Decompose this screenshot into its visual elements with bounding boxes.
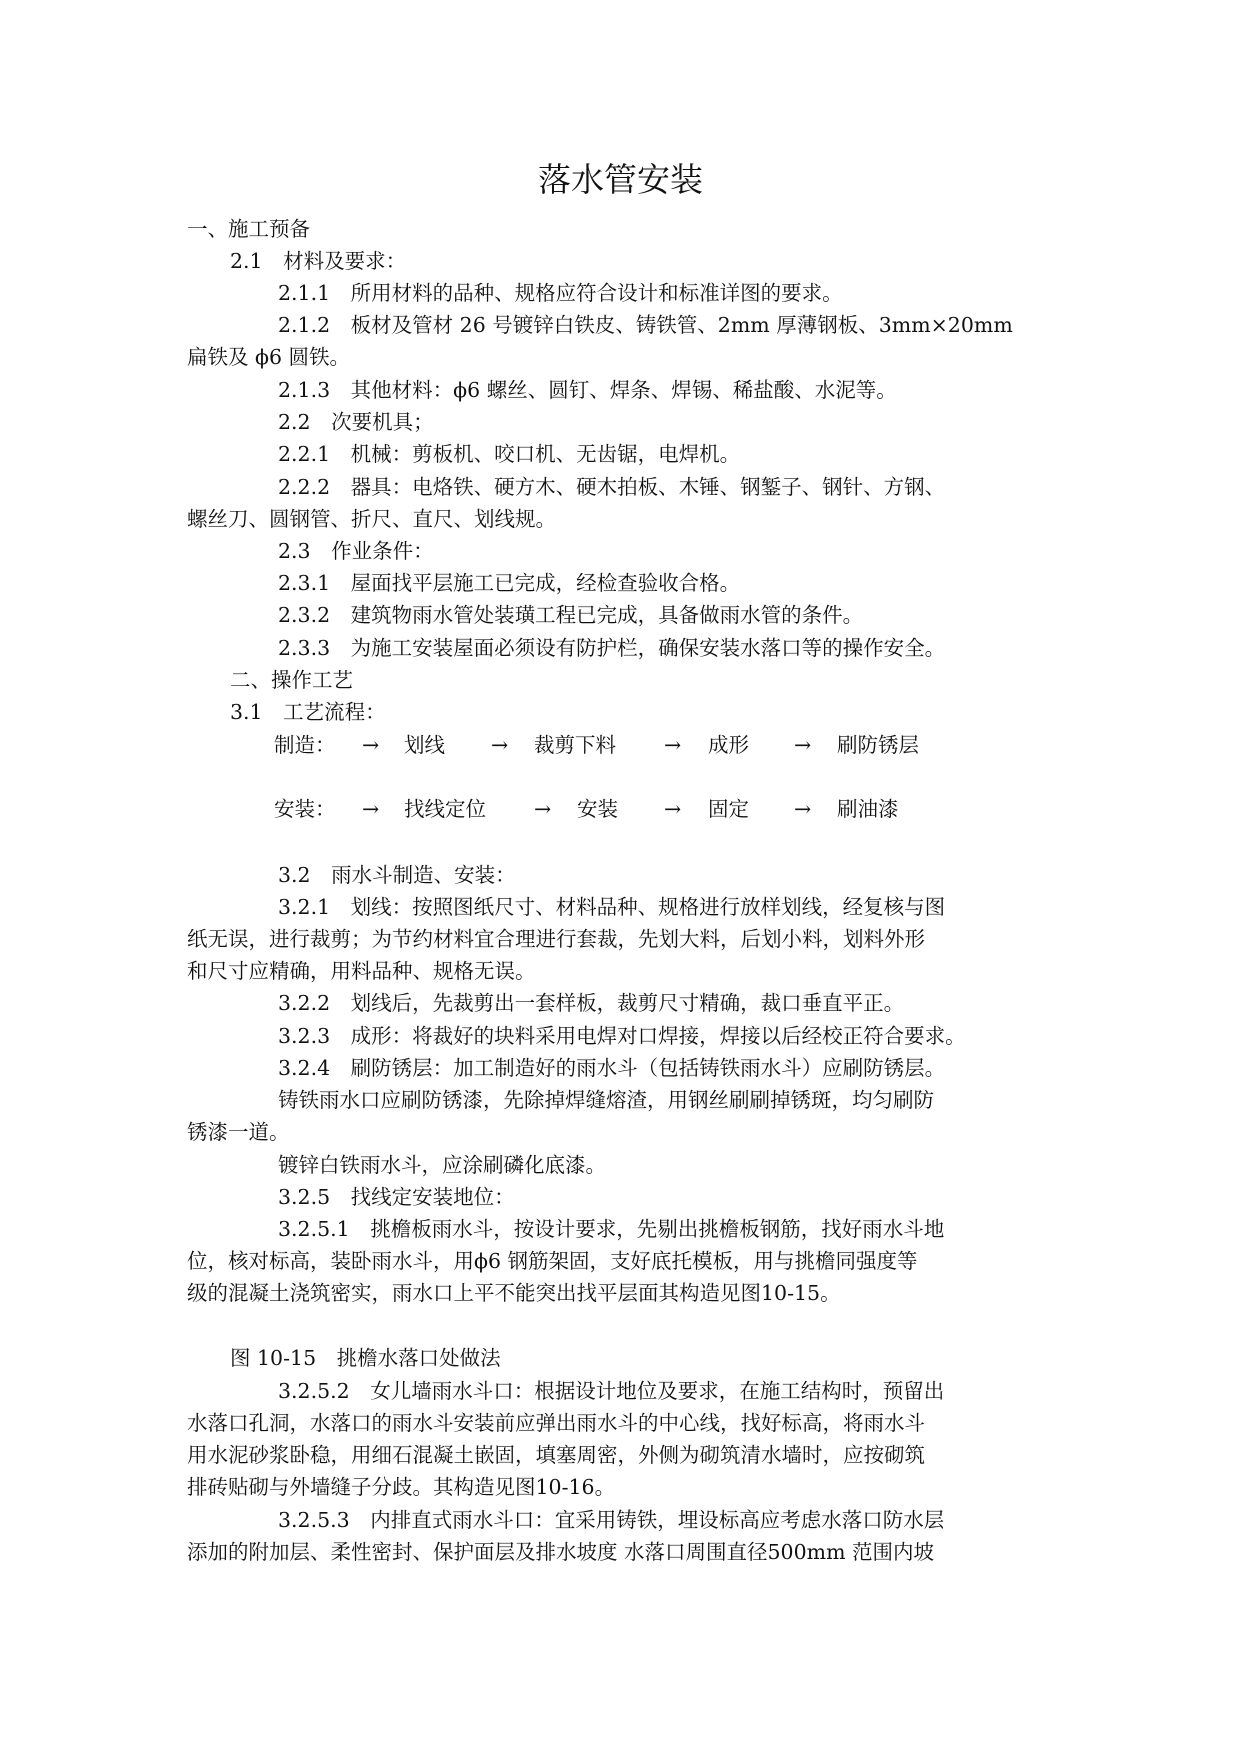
subsection-heading: 2.2 次要机具；	[278, 410, 434, 434]
subsection-heading: 3.2.5 找线定安装地位：	[278, 1185, 515, 1209]
flow-step: 刷防锈层	[837, 733, 919, 757]
paragraph-line: 扁铁及 ϕ6 圆铁。	[187, 345, 351, 369]
paragraph-line: 用水泥砂浆卧稳，用细石混凝土嵌固，填塞周密，外侧为砌筑清水墙时，应按砌筑	[187, 1443, 925, 1467]
paragraph-line: 2.3.1 屋面找平层施工已完成，经检查验收合格。	[278, 571, 741, 595]
paragraph-line: 2.1.1 所用材料的品种、规格应符合设计和标准详图的要求。	[278, 281, 843, 305]
subsection-heading: 3.1 工艺流程：	[230, 700, 386, 724]
subsection-heading: 3.2 雨水斗制造、安装：	[278, 863, 516, 887]
flow-arrow: →	[794, 733, 812, 757]
paragraph-line: 螺丝刀、圆钢管、折尺、直尺、划线规。	[187, 507, 556, 531]
flow-arrow: →	[534, 797, 552, 821]
paragraph-line: 3.2.3 成形：将裁好的块料采用电焊对口焊接，焊接以后经校正符合要求。	[278, 1024, 966, 1048]
paragraph-line: 水落口孔洞，水落口的雨水斗安装前应弹出雨水斗的中心线，找好标高，将雨水斗	[187, 1411, 925, 1435]
paragraph-line: 排砖贴砌与外墙缝子分歧。其构造见图10-16。	[187, 1475, 616, 1499]
document-title: 落水管安装	[538, 160, 703, 199]
paragraph-line: 位，核对标高，装卧雨水斗，用ϕ6 钢筋架固，支好底托模板，用与挑檐同强度等	[187, 1249, 918, 1273]
flow-step: 固定	[708, 797, 749, 821]
subsection-heading: 2.1 材料及要求：	[230, 249, 407, 273]
flow-row-make	[0, 730, 1241, 760]
paragraph-line: 3.2.5.3 内排直式雨水斗口：宜采用铸铁，埋设标高应考虑水落口防水层	[278, 1508, 945, 1532]
paragraph-line: 纸无误，进行裁剪；为节约材料宜合理进行套裁，先划大料，后划小料，划料外形	[187, 927, 925, 951]
paragraph-line: 级的混凝土浇筑密实，雨水口上平不能突出找平层面其构造见图10-15。	[187, 1281, 841, 1305]
flow-arrow: →	[794, 797, 812, 821]
flow-arrow: →	[491, 733, 509, 757]
paragraph-line: 3.2.5.2 女儿墙雨水斗口：根据设计地位及要求，在施工结构时，预留出	[278, 1379, 945, 1403]
flow-arrow: →	[664, 733, 682, 757]
paragraph-line: 2.1.3 其他材料：ϕ6 螺丝、圆钉、焊条、焊锡、稀盐酸、水泥等。	[278, 378, 897, 402]
flow-arrow: →	[362, 733, 380, 757]
paragraph-line: 锈漆一道。	[187, 1120, 290, 1144]
paragraph-line: 2.3.2 建筑物雨水管处装璜工程已完成，具备做雨水管的条件。	[278, 603, 864, 627]
section-heading: 一、施工预备	[187, 217, 310, 241]
subsection-heading: 2.3 作业条件：	[278, 539, 434, 563]
flow-step: 成形	[708, 733, 749, 757]
flow-label-install: 安装：	[274, 797, 336, 821]
paragraph-line: 3.2.2 划线后，先裁剪出一套样板，裁剪尺寸精确，裁口垂直平正。	[278, 991, 905, 1015]
paragraph-line: 2.2.2 器具：电烙铁、硬方木、硬木拍板、木锤、钢錾子、钢针、方钢、	[278, 475, 946, 499]
paragraph-line: 和尺寸应精确，用料品种、规格无误。	[187, 959, 536, 983]
paragraph-line: 2.2.1 机械：剪板机、咬口机、无齿锯，电焊机。	[278, 442, 741, 466]
paragraph-line: 铸铁雨水口应刷防锈漆，先除掉焊缝熔渣，用钢丝刷刷掉锈斑，均匀刷防	[278, 1088, 934, 1112]
flow-row-install	[0, 794, 1241, 824]
flow-step: 刷油漆	[837, 797, 899, 821]
flow-arrow: →	[362, 797, 380, 821]
paragraph-line: 2.1.2 板材及管材 26 号镀锌白铁皮、铸铁管、2mm 厚薄钢板、3mm×20mm	[278, 313, 1013, 337]
paragraph-line: 3.2.4 刷防锈层：加工制造好的雨水斗（包括铸铁雨水斗）应刷防锈层。	[278, 1056, 946, 1080]
paragraph-line: 3.2.1 划线：按照图纸尺寸、材料品种、规格进行放样划线，经复核与图	[278, 895, 946, 919]
flow-label-make: 制造：	[274, 733, 336, 757]
paragraph-line: 添加的附加层、柔性密封、保护面层及排水坡度 水落口周围直径500mm 范围内坡	[187, 1540, 935, 1564]
flow-step: 安装	[577, 797, 618, 821]
section-heading: 二、操作工艺	[230, 668, 353, 692]
flow-step: 划线	[404, 733, 445, 757]
flow-step: 裁剪下料	[534, 733, 616, 757]
paragraph-line: 2.3.3 为施工安装屋面必须设有防护栏，确保安装水落口等的操作安全。	[278, 636, 946, 660]
figure-caption: 图 10-15 挑檐水落口处做法	[230, 1346, 501, 1370]
flow-arrow: →	[664, 797, 682, 821]
paragraph-line: 3.2.5.1 挑檐板雨水斗，按设计要求，先剔出挑檐板钢筋，找好雨水斗地	[278, 1217, 945, 1241]
flow-step: 找线定位	[404, 797, 486, 821]
paragraph-line: 镀锌白铁雨水斗，应涂刷磷化底漆。	[278, 1153, 606, 1177]
